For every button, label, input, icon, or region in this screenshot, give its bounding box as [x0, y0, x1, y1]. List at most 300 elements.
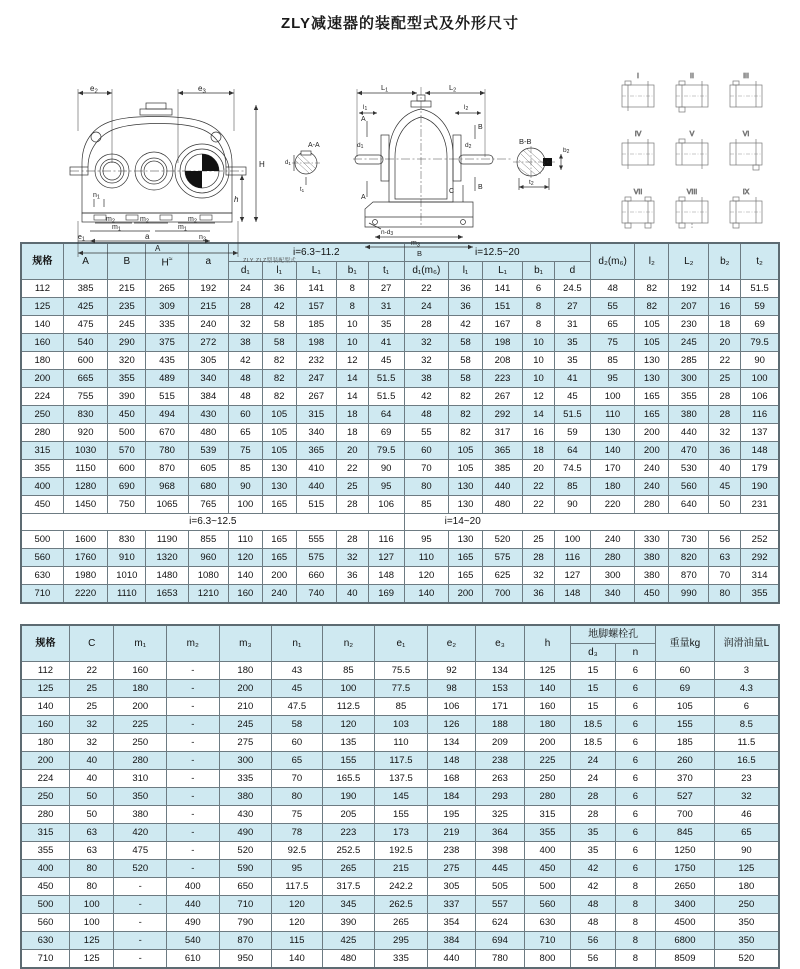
cell-value: 59 — [554, 424, 590, 442]
cell-value: 140 — [272, 950, 323, 969]
cell-value: 385 — [482, 460, 522, 478]
dim-label-e1: $e_1$ — [78, 234, 85, 243]
cell-value: 200 — [635, 442, 669, 460]
cell-value: 16.5 — [714, 752, 779, 770]
cell-value: 63 — [709, 549, 741, 567]
cell-value: 475 — [63, 316, 107, 334]
cell-value: 765 — [188, 496, 228, 514]
section-mark-a-top: A — [361, 116, 366, 123]
cell-value: 157 — [296, 298, 336, 316]
cell-value: 126 — [427, 716, 476, 734]
cell-value: 24 — [404, 298, 448, 316]
table-row — [21, 334, 779, 352]
t2-header-14: 润滑油量L — [714, 625, 779, 662]
dim-label-L2: $L_2$ — [449, 83, 457, 94]
cell-size: 500 — [21, 531, 63, 549]
dim-label-b2: b2 — [563, 147, 570, 156]
mounting-label-VIII: VIII — [686, 189, 698, 196]
t2-header-2: m₁ — [114, 625, 167, 662]
cell-value: 520 — [482, 531, 522, 549]
cell-value: 48 — [571, 914, 615, 932]
cell-value: 435 — [146, 352, 188, 370]
cell-value: 354 — [427, 914, 476, 932]
cell-value: 8 — [615, 896, 655, 914]
cell-value: - — [114, 914, 167, 932]
cell-value: 192 — [669, 280, 709, 298]
cell-value: 280 — [524, 788, 570, 806]
cell-value: 8 — [615, 914, 655, 932]
cell-value: 12 — [336, 352, 368, 370]
t2-header-1: C — [70, 625, 114, 662]
cell-value: 355 — [669, 388, 709, 406]
cell-size: 630 — [21, 567, 63, 585]
cell-value: 710 — [219, 896, 272, 914]
cell-value: 125 — [714, 860, 779, 878]
cell-value: 47.5 — [272, 698, 323, 716]
cell-value: 116 — [368, 531, 404, 549]
cell-value: 6 — [523, 280, 555, 298]
cell-value: 198 — [296, 334, 336, 352]
cell-value: 130 — [262, 478, 296, 496]
cell-value: 305 — [427, 878, 476, 896]
cell-value: 100 — [741, 370, 779, 388]
cell-value: 48 — [404, 406, 448, 424]
cell-value: 165 — [635, 388, 669, 406]
cell-value: 28 — [523, 549, 555, 567]
cell-value: 36 — [449, 298, 483, 316]
cell-size: 710 — [21, 585, 63, 604]
mounting-label-VII: VII — [633, 189, 643, 196]
cell-value: 160 — [228, 585, 262, 604]
front-view-drawing — [345, 77, 525, 257]
cell-value: 160 — [114, 662, 167, 680]
cell-value: 8 — [523, 298, 555, 316]
cell-value: 384 — [427, 932, 476, 950]
table-row — [21, 662, 779, 680]
cell-value: 130 — [635, 352, 669, 370]
cell-value: 364 — [476, 824, 525, 842]
cell-value: 173 — [375, 824, 428, 842]
cell-value: 125 — [70, 932, 114, 950]
cell-value: 120 — [404, 567, 448, 585]
cell-value: 539 — [188, 442, 228, 460]
cell-value: 140 — [590, 442, 634, 460]
table-row — [21, 442, 779, 460]
dim-label-n2: $n_2$ — [199, 234, 206, 243]
cell-value: 28 — [709, 388, 741, 406]
cell-value: 6800 — [656, 932, 715, 950]
cell-value: 185 — [296, 316, 336, 334]
cell-value: 350 — [714, 932, 779, 950]
cell-value: - — [167, 842, 220, 860]
cell-value: 32 — [709, 424, 741, 442]
cell-value: 8 — [615, 932, 655, 950]
cell-value: 36 — [336, 567, 368, 585]
cell-size: 125 — [21, 298, 63, 316]
cell-value: 694 — [476, 932, 525, 950]
cell-value: 240 — [635, 460, 669, 478]
dim-label-a: a — [145, 232, 150, 241]
cell-value: 630 — [524, 914, 570, 932]
cell-value: 345 — [322, 896, 375, 914]
cell-value: 95 — [590, 370, 634, 388]
cell-value: 14 — [336, 388, 368, 406]
cell-value: 148 — [427, 752, 476, 770]
cell-value: 223 — [482, 370, 522, 388]
cell-value: 65 — [228, 424, 262, 442]
cell-value: 290 — [108, 334, 146, 352]
cell-value: 69 — [368, 424, 404, 442]
cell-size: 500 — [21, 896, 70, 914]
cell-value: 51.5 — [368, 388, 404, 406]
cell-value: 75 — [590, 334, 634, 352]
cell-value: 1480 — [146, 567, 188, 585]
cell-value: 115 — [272, 932, 323, 950]
cell-value: 100 — [70, 914, 114, 932]
cell-value: 560 — [524, 896, 570, 914]
cell-value: 60 — [656, 662, 715, 680]
cell-value: - — [167, 734, 220, 752]
t2-header-5: n₁ — [272, 625, 323, 662]
cell-size: 160 — [21, 334, 63, 352]
cell-value: 440 — [167, 896, 220, 914]
cell-value: 40 — [70, 752, 114, 770]
cell-value: 6 — [615, 788, 655, 806]
cell-value: 77.5 — [375, 680, 428, 698]
cell-value: 43 — [272, 662, 323, 680]
dim-label-H: H — [259, 160, 265, 169]
cell-value: 22 — [523, 496, 555, 514]
cell-value: 48 — [228, 370, 262, 388]
cell-value: 18 — [709, 316, 741, 334]
cell-value: - — [167, 806, 220, 824]
cell-value: 365 — [482, 442, 522, 460]
cell-value: 520 — [714, 950, 779, 969]
cell-value: 18 — [336, 406, 368, 424]
cell-value: 74.5 — [554, 460, 590, 478]
cell-value: 169 — [368, 585, 404, 604]
cell-value: 200 — [262, 567, 296, 585]
cell-value: 42 — [228, 352, 262, 370]
cell-value: 82 — [635, 298, 669, 316]
cell-value: 192 — [188, 280, 228, 298]
cell-value: 170 — [590, 460, 634, 478]
cell-value: 58 — [272, 716, 323, 734]
cell-value: 2220 — [63, 585, 107, 604]
cell-value: 45 — [554, 388, 590, 406]
cell-value: 489 — [146, 370, 188, 388]
cell-value: 250 — [114, 734, 167, 752]
cell-value: 48 — [228, 388, 262, 406]
cell-value: 80 — [709, 585, 741, 604]
cell-value: 18.5 — [571, 734, 615, 752]
t1-header-10: d₁(m₆) — [404, 262, 448, 280]
cell-size: 280 — [21, 806, 70, 824]
cell-value: 440 — [669, 424, 709, 442]
cell-value: 280 — [114, 752, 167, 770]
cell-value: 64 — [554, 442, 590, 460]
table-row — [21, 406, 779, 424]
cell-value: 1080 — [188, 567, 228, 585]
cell-value: 8 — [615, 950, 655, 969]
cell-value: 300 — [590, 567, 634, 585]
cell-value: 56 — [709, 531, 741, 549]
cell-value: 440 — [296, 478, 336, 496]
dim-label-L1: $L_1$ — [381, 83, 389, 94]
cell-value: 100 — [70, 896, 114, 914]
cell-size: 355 — [21, 842, 70, 860]
cell-value: 6 — [615, 734, 655, 752]
t1-header-19: t₂ — [741, 243, 779, 280]
cell-value: 527 — [656, 788, 715, 806]
cell-value: 50 — [70, 806, 114, 824]
cell-size: 160 — [21, 716, 70, 734]
section-bb-drawing — [505, 132, 575, 202]
cell-value: 105 — [635, 316, 669, 334]
table2-block — [0, 624, 800, 969]
cell-value: 245 — [108, 316, 146, 334]
cell-value: 148 — [368, 567, 404, 585]
mounting-label-VI: VI — [742, 131, 750, 138]
cell-value: 148 — [741, 442, 779, 460]
cell-value: 22 — [336, 460, 368, 478]
cell-value: 32 — [714, 788, 779, 806]
cell-value: 605 — [188, 460, 228, 478]
t1-header-7: L₁ — [296, 262, 336, 280]
cell-value: 130 — [449, 531, 483, 549]
cell-value: 520 — [114, 860, 167, 878]
t1-header-2: B — [108, 243, 146, 280]
table-row — [21, 698, 779, 716]
cell-value: 165 — [262, 496, 296, 514]
cell-value: 335 — [375, 950, 428, 969]
cell-value: 700 — [482, 585, 522, 604]
cell-value: 650 — [219, 878, 272, 896]
cell-value: 155 — [322, 752, 375, 770]
cell-value: 250 — [714, 896, 779, 914]
cell-value: 12 — [523, 388, 555, 406]
t1-header-9: t₁ — [368, 262, 404, 280]
cell-value: 120 — [272, 896, 323, 914]
cell-value: 490 — [167, 914, 220, 932]
cell-value: 32 — [404, 334, 448, 352]
cell-value: 70 — [404, 460, 448, 478]
cell-value: 145 — [375, 788, 428, 806]
table-row — [21, 734, 779, 752]
cell-value: 112.5 — [322, 698, 375, 716]
cell-value: 830 — [63, 406, 107, 424]
cell-value: 58 — [262, 334, 296, 352]
cell-value: 28 — [336, 496, 368, 514]
cell-value: 219 — [427, 824, 476, 842]
cell-value: 560 — [669, 478, 709, 496]
cell-value: 59 — [741, 298, 779, 316]
table-row — [21, 460, 779, 478]
cell-value: 430 — [219, 806, 272, 824]
cell-value: 56 — [571, 932, 615, 950]
cell-value: 42 — [404, 388, 448, 406]
cell-value: 31 — [368, 298, 404, 316]
cell-value: 450 — [108, 406, 146, 424]
cell-value: 430 — [188, 406, 228, 424]
cell-value: 168 — [427, 770, 476, 788]
cell-value: 515 — [296, 496, 336, 514]
cell-size: 250 — [21, 406, 63, 424]
cell-size: 560 — [21, 914, 70, 932]
cell-value: 75 — [228, 442, 262, 460]
cell-value: 6 — [615, 824, 655, 842]
cell-value: 24.5 — [554, 280, 590, 298]
cell-size: 224 — [21, 388, 63, 406]
cell-value: 520 — [219, 842, 272, 860]
cell-value: 18 — [523, 442, 555, 460]
cell-value: 22 — [404, 280, 448, 298]
cell-value: 100 — [322, 680, 375, 698]
dim-label-m2b: $m_2$ — [140, 216, 149, 225]
cell-value: 36 — [523, 585, 555, 604]
t2-header-3: m₂ — [167, 625, 220, 662]
cell-value: 530 — [669, 460, 709, 478]
cell-value: 106 — [741, 388, 779, 406]
cell-value: 1150 — [63, 460, 107, 478]
cell-value: 1210 — [188, 585, 228, 604]
cell-value: 188 — [476, 716, 525, 734]
cell-value: 755 — [63, 388, 107, 406]
cell-value: 305 — [188, 352, 228, 370]
cell-value: 134 — [427, 734, 476, 752]
cell-value: 14 — [336, 370, 368, 388]
dim-label-m1a: $m_1$ — [112, 224, 121, 233]
cell-value: 245 — [669, 334, 709, 352]
cell-value: - — [114, 932, 167, 950]
cell-value: 285 — [669, 352, 709, 370]
cell-value: 390 — [108, 388, 146, 406]
cell-value: 106 — [427, 698, 476, 716]
t2-header-10: h — [524, 625, 570, 662]
cell-value: - — [167, 662, 220, 680]
cell-value: 790 — [219, 914, 272, 932]
cell-value: 69 — [741, 316, 779, 334]
cell-value: 317.5 — [322, 878, 375, 896]
cell-value: 14 — [523, 406, 555, 424]
cell-value: 32 — [404, 352, 448, 370]
t1-header-16: l₂ — [635, 243, 669, 280]
dim-label-t1-aa: t1 — [300, 187, 305, 194]
cell-size: 315 — [21, 442, 63, 460]
cell-value: 6 — [615, 842, 655, 860]
cell-value: 65 — [590, 316, 634, 334]
cell-value: 1760 — [63, 549, 107, 567]
cell-value: 1600 — [63, 531, 107, 549]
cell-value: 309 — [146, 298, 188, 316]
table-row — [21, 860, 779, 878]
cell-value: 215 — [375, 860, 428, 878]
cell-value: 1280 — [63, 478, 107, 496]
cell-value: 134 — [476, 662, 525, 680]
cell-value: 6 — [714, 698, 779, 716]
cell-size: 140 — [21, 316, 63, 334]
dim-label-e2: $e_2$ — [90, 84, 98, 95]
t1-header-3: H≈ — [146, 243, 188, 280]
table-row — [21, 770, 779, 788]
cell-value: 494 — [146, 406, 188, 424]
cell-value: 340 — [590, 585, 634, 604]
cell-value: 140 — [228, 567, 262, 585]
separator-ratio-left: i=6.3~12.5 — [21, 514, 404, 531]
cell-value: 10 — [336, 334, 368, 352]
cell-value: 32 — [70, 716, 114, 734]
cell-value: 210 — [219, 698, 272, 716]
cell-value: 198 — [482, 334, 522, 352]
cell-value: 6 — [615, 680, 655, 698]
cell-value: 265 — [375, 914, 428, 932]
cell-value: 56 — [571, 950, 615, 969]
cell-value: 153 — [476, 680, 525, 698]
cell-value: 1030 — [63, 442, 107, 460]
cell-value: 32 — [523, 567, 555, 585]
cell-value: 23 — [714, 770, 779, 788]
cell-value: 65 — [272, 752, 323, 770]
cell-value: 235 — [108, 298, 146, 316]
cell-value: 240 — [262, 585, 296, 604]
dim-label-m2a: $m_2$ — [106, 216, 115, 225]
cell-value: 920 — [63, 424, 107, 442]
section-mark-a-bottom: A — [361, 194, 366, 201]
cell-value: 300 — [669, 370, 709, 388]
cell-size: 112 — [21, 280, 63, 298]
cell-value: 36 — [262, 280, 296, 298]
cell-value: 16 — [709, 298, 741, 316]
cell-value: 58 — [449, 334, 483, 352]
cell-value: 105 — [449, 442, 483, 460]
cell-value: 28 — [571, 806, 615, 824]
cell-value: 110 — [404, 549, 448, 567]
cell-value: 365 — [296, 442, 336, 460]
table-row — [21, 788, 779, 806]
table-row — [21, 352, 779, 370]
cell-value: 500 — [524, 878, 570, 896]
cell-value: 515 — [146, 388, 188, 406]
cell-value: 11.5 — [714, 734, 779, 752]
table-row — [21, 680, 779, 698]
mounting-types-grid — [610, 69, 780, 249]
cell-value: 1750 — [656, 860, 715, 878]
cell-value: 845 — [656, 824, 715, 842]
cell-value: 116 — [554, 549, 590, 567]
dim-label-m2c: $m_2$ — [188, 216, 197, 225]
cell-value: 60 — [404, 442, 448, 460]
dim-label-B: B — [417, 249, 423, 258]
mounting-label-V: V — [689, 131, 695, 138]
cell-value: 35 — [554, 334, 590, 352]
cell-value: 6 — [615, 662, 655, 680]
cell-value: 390 — [322, 914, 375, 932]
cell-value: 38 — [228, 334, 262, 352]
cell-value: 180 — [714, 878, 779, 896]
cell-value: 8 — [523, 316, 555, 334]
cell-value: 15 — [571, 698, 615, 716]
t1-header-18: b₂ — [709, 243, 741, 280]
dimensions-table — [20, 242, 780, 604]
cell-value: 215 — [188, 298, 228, 316]
cell-value: 350 — [714, 914, 779, 932]
cell-value: - — [167, 680, 220, 698]
cell-value: 40 — [70, 770, 114, 788]
cell-value: 600 — [63, 352, 107, 370]
cell-value: 370 — [656, 770, 715, 788]
table-row — [21, 896, 779, 914]
cell-value: 32 — [70, 734, 114, 752]
